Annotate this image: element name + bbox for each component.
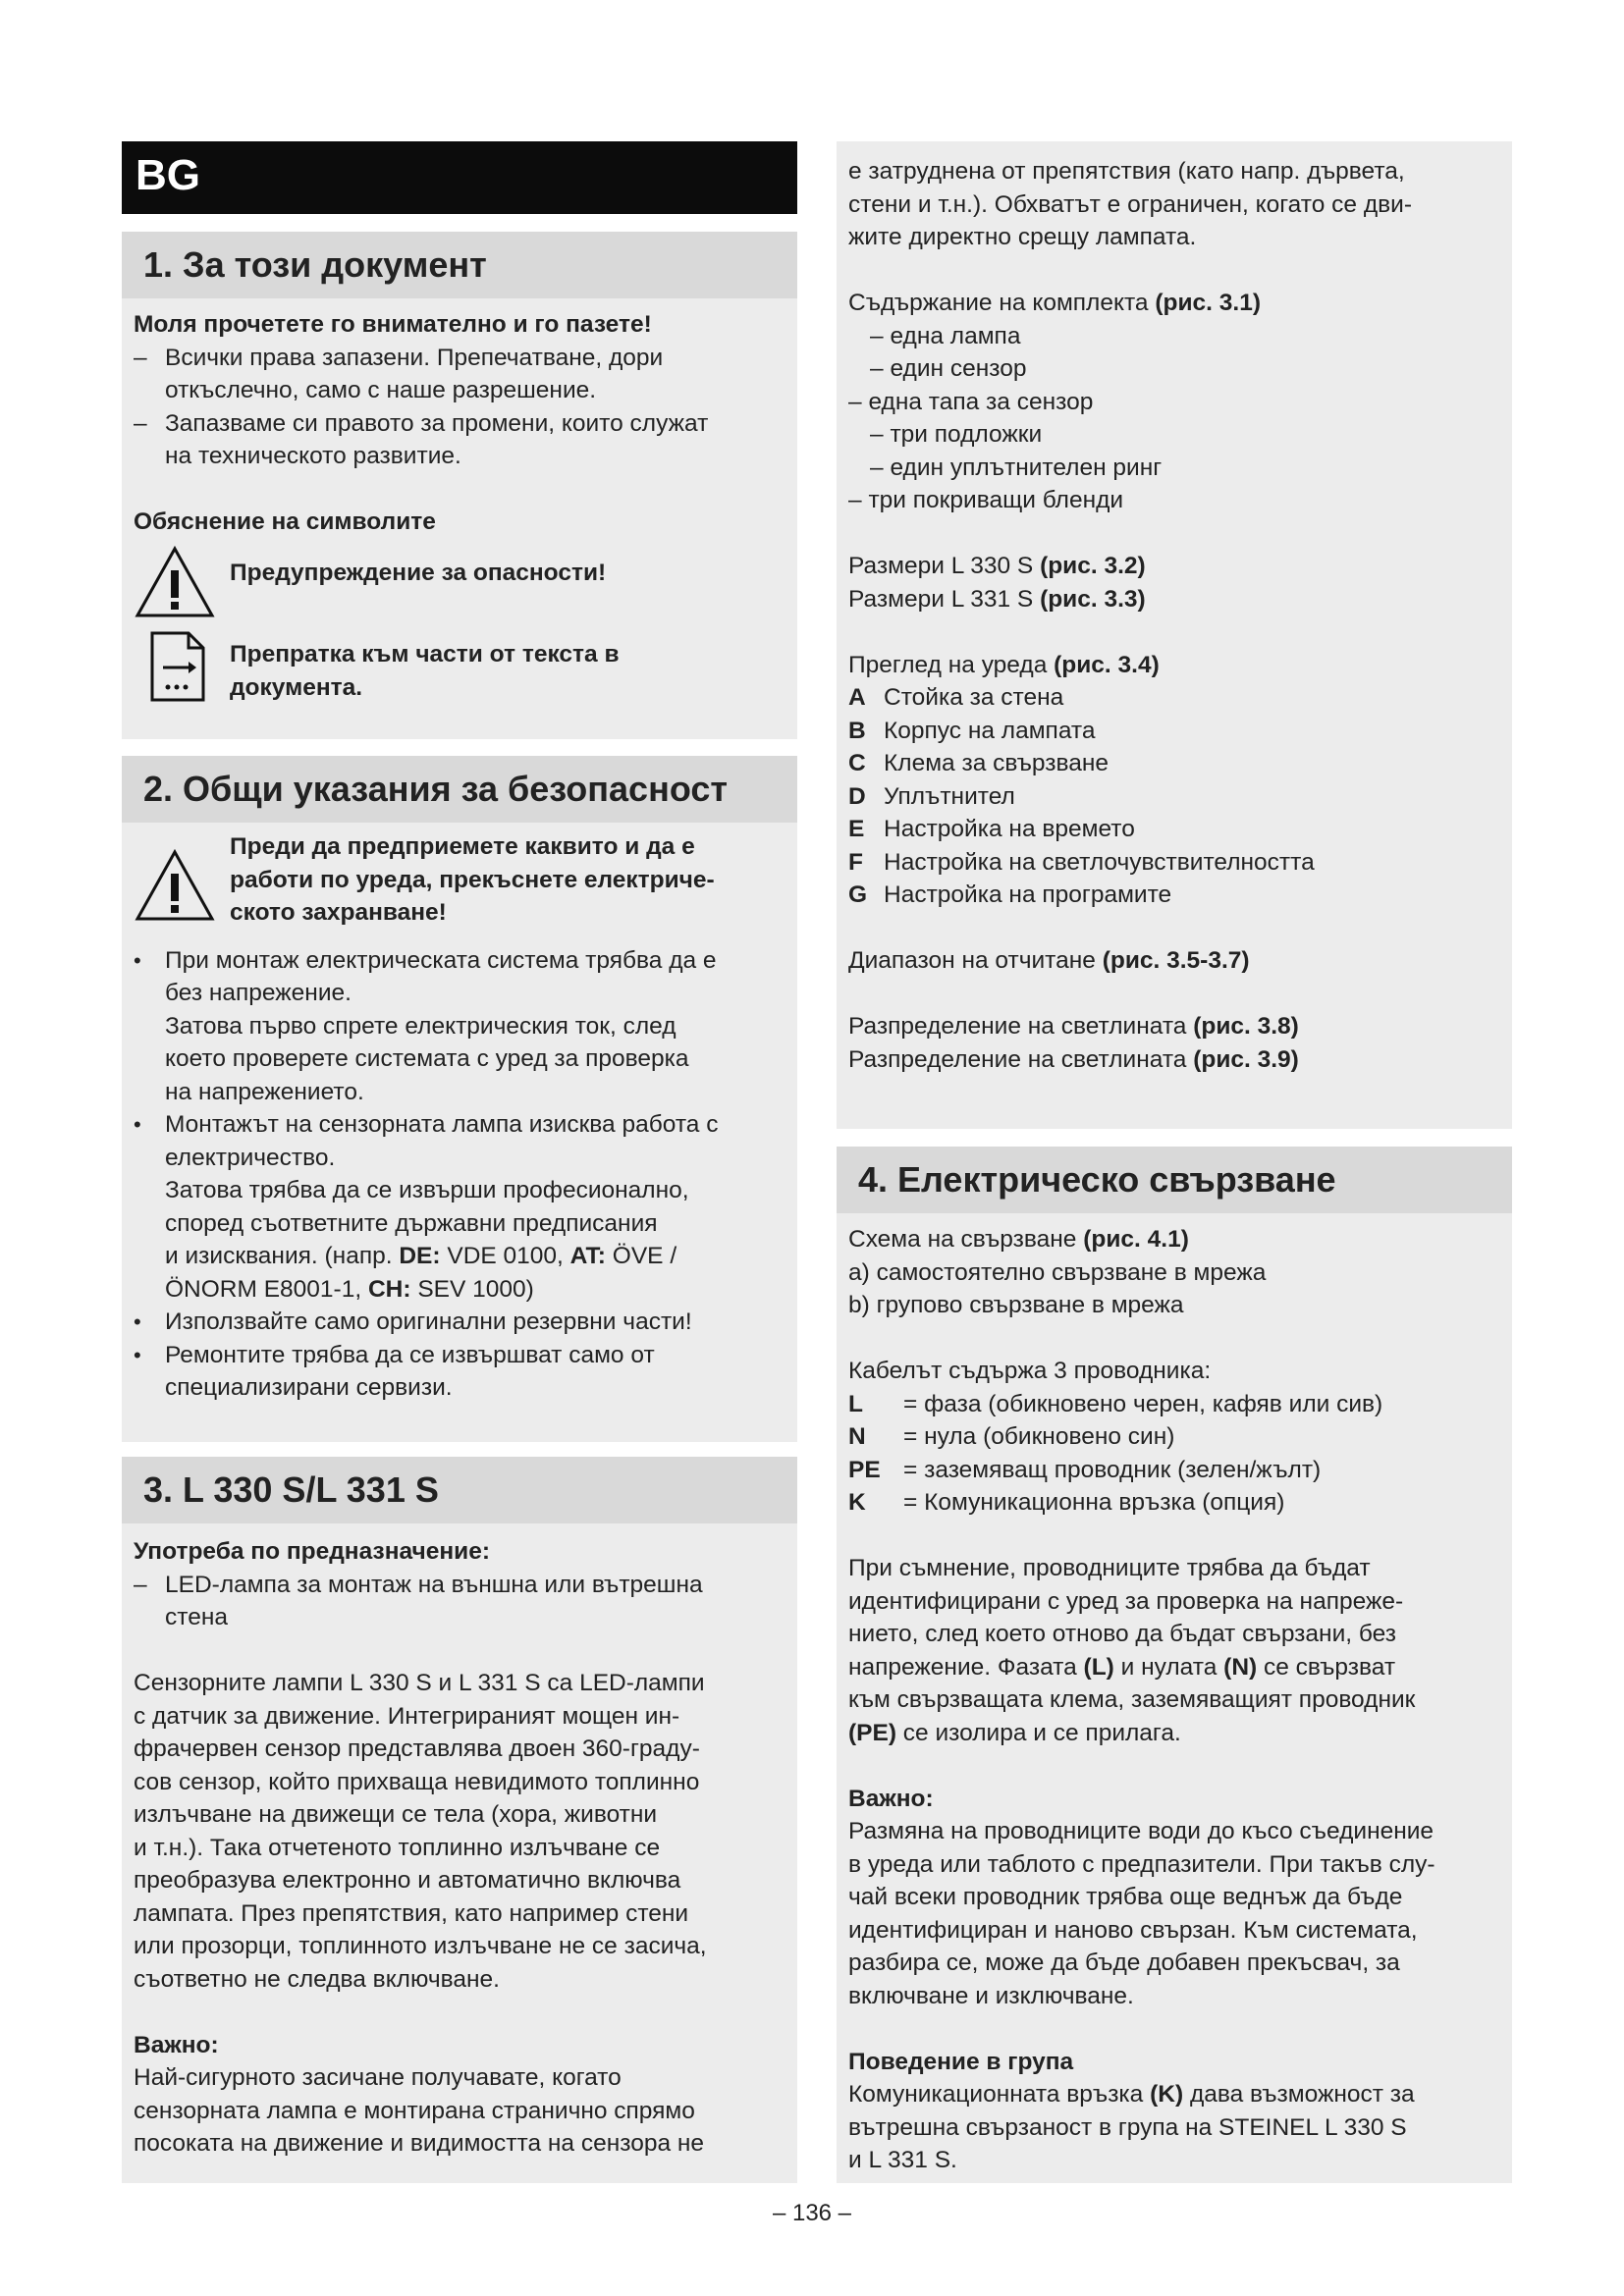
language-label: BG: [122, 141, 797, 214]
overview-heading: Преглед на уреда (рис. 3.4): [848, 651, 1160, 678]
group-heading: Поведение в група: [848, 2048, 1074, 2075]
page-number: – 136 –: [772, 2200, 852, 2226]
list-item: C Клема за свързване: [848, 750, 1110, 776]
dimension-ref: Размери L 331 S (рис. 3.3): [848, 585, 1146, 613]
read-notice: Моля прочетете го внимателно и го пазете!: [134, 311, 652, 338]
list-item: – три подложки: [870, 421, 1043, 448]
range-ref: Диапазон на отчитане (рис. 3.5-3.7): [848, 947, 1250, 974]
section-3-continued-body: е затруднена от препятствия (като напр. дървета, стени и т.н.). Обхватът е ограничен, когато се дви- жите директно срещу лампата. Съдържание на комплекта (рис. 3.1) – една лампа – един сензор – една тапа за сензор – три подложки – един уплътнителен ринг – три покриващи бленди Размери L 330 S (рис. 3.2) Размери L 331 S (рис. 3.3) Преглед на уреда (рис. 3.4) A Стойка за стена B Корпус на лампата C Клема за свързване D Уплътнител E Настройка на времето F Настройка на светлочувствителността G Настройка на програмите Диапазон на отчитане (рис. 3.5-3.7) Разпределение на светлината (рис. 3.8) Разпределение на светлината (рис. 3.9): [848, 155, 1502, 1076]
list-item: A Стойка за стена: [848, 684, 1064, 711]
symbols-heading: Обяснение на символите: [134, 508, 436, 535]
section-3-body: Употреба по предназначение: – LED-лампа за монтаж на външна или вътрешна стена Сензорните лампи L 330 S и L 331 S са LED-лампи с датчик за движение. Интегрираният мощен ин- фрачервен сензор представлява двоен 360-граду- сов сензор, който прихваща невидимото топлинно излъчване на движещи се тела (хора, животни и т.н.). Така отчетеното топлинно излъчване се преобразува електронно и автоматично включва лампата. През препятствия, като например стени или прозорци, топлинното излъчване не се засича, съответно не следва включване. Важно: Най-сигурното засичане получавате, когато сензорната лампа е монтирана странично спрямо посоката на движение и видимостта на сензора не: [134, 1535, 787, 2161]
list-item: – една лампа: [870, 322, 1021, 349]
safety-warning: Преди да предприемете каквито и да е работи по уреда, прекъснете електриче- ското захранване!: [134, 830, 787, 933]
kit-list: [848, 320, 1502, 517]
list-item: • Ремонтите трябва да се извършват само от специализирани сервизи.: [134, 1341, 655, 1401]
list-item: – LED-лампа за монтаж на външна или вътрешна стена: [134, 1571, 703, 1630]
important-heading: Важно:: [134, 2031, 219, 2058]
dimension-ref: Размери L 330 S (рис. 3.2): [848, 553, 1146, 579]
list-item: – един сензор: [870, 355, 1027, 382]
list-item: • Монтажът на сензорната лампа изисква работа с електричество. Затова трябва да се извърши професионално, според съответните държавни предписания и изисквания. (напр. DE: VDE 0100, AT: ÖVE / ÖNORM E8001-1, CH: SEV 1000): [134, 1111, 719, 1303]
list-item: E Настройка на времето: [848, 816, 1135, 842]
list-item: – Запазваме си правото за промени, които служат на техническото развитие.: [134, 409, 709, 469]
important-heading: Важно:: [848, 1785, 934, 1812]
list-item: K = Комуникационна връзка (опция): [848, 1489, 1285, 1516]
warning-icon: [134, 545, 230, 629]
list-item: B Корпус на лампата: [848, 717, 1096, 744]
scheme-heading: Схема на свързване (рис. 4.1): [848, 1226, 1189, 1253]
description: Сензорните лампи L 330 S и L 331 S са LED-лампи с датчик за движение. Интегрираният мощен ин- фрачервен сензор представлява двоен 360-граду- сов сензор, който прихваща невидимото топлинно излъчване на движещи се тела (хора, животни и т.н.). Така отчетеното топлинно излъчване се преобразува електронно и автоматично включва лампата. През препятствия, като например стени или прозорци, топлинното излъчване не се засича, съответно не следва включване.: [134, 1670, 707, 1993]
section-2-body: [134, 830, 787, 1405]
kit-heading: Съдържание на комплекта (рис. 3.1): [848, 290, 1262, 316]
warning-icon: [134, 830, 230, 933]
list-item: PE = заземяващ проводник (зелен/жълт): [848, 1456, 1322, 1483]
light-ref: Разпределение на светлината (рис. 3.9): [848, 1045, 1299, 1073]
list-item: F Настройка на светлочувствителността: [848, 848, 1315, 876]
list-item: – Всички права запазени. Препечатване, дори откъслечно, само с наше разрешение.: [134, 344, 664, 403]
list-item: G Настройка на програмите: [848, 881, 1172, 908]
list-item: N = нула (обикновено син): [848, 1423, 1175, 1450]
use-heading: Употреба по предназначение:: [134, 1538, 491, 1565]
symbol-warning-row: Предупреждение за опасности!: [134, 545, 787, 629]
list-item: – един уплътнителен ринг: [870, 454, 1163, 481]
list-item: – три покриващи бленди: [848, 487, 1124, 513]
document-reference-icon: [134, 630, 230, 713]
list-item: • Използвайте само оригинални резервни части!: [134, 1308, 692, 1335]
conductor-list: [848, 1388, 1502, 1520]
section-4-body: Схема на свързване (рис. 4.1) a) самостоятелно свързване в мрежа b) групово свързване в мрежа Кабелът съдържа 3 проводника: L = фаза (обикновено черен, кафяв или сив) N = нула (обикновено син) PE = заземяващ проводник (зелен/жълт) K = Комуникационна връзка (опция) При съмнение, проводниците трябва да бъдат идентифицирани с уред за проверка на напреже- нието, след което отново да бъдат свързани, без напрежение. Фазата (L) и нулата (N) се свързват към свързващата клема, заземяващият проводник (PE) се изолира и се прилага. Важно: Размяна на проводниците води до късо съединение в уреда или таблото с предпазители. При такъв слу- чай всеки проводник трябва още веднъж да бъде идентифициран и наново свързан. Към системата, разбира се, може да бъде добавен прекъсвач, за включване и изключване. Поведение в група Комуникационната връзка (K) дава възможност за вътрешна свързаност в група на STEINEL L 330 S и L 331 S.: [848, 1223, 1502, 2177]
light-ref: Разпределение на светлината (рис. 3.8): [848, 1013, 1299, 1040]
list-item: • При монтаж електрическата система трябва да е без напрежение. Затова първо спрете електрическия ток, след което проверете системата с уред за проверка на напрежението.: [134, 946, 717, 1105]
list-item: – една тапа за сензор: [848, 388, 1094, 415]
list-item: D Уплътнител: [848, 782, 1015, 810]
section-3-title: 3. L 330 S/L 331 S: [122, 1457, 797, 1523]
section-1-body: [134, 308, 787, 713]
section-2-title: 2. Общи указания за безопасност: [122, 756, 797, 823]
symbol-reference-row: Препратка към части от текста в документа.: [134, 630, 787, 713]
section-1-title: 1. За този документ: [122, 232, 797, 298]
section-4-title: 4. Електрическо свързване: [837, 1147, 1512, 1213]
parts-list: [848, 681, 1502, 912]
list-item: L = фаза (обикновено черен, кафяв или сив): [848, 1390, 1383, 1417]
